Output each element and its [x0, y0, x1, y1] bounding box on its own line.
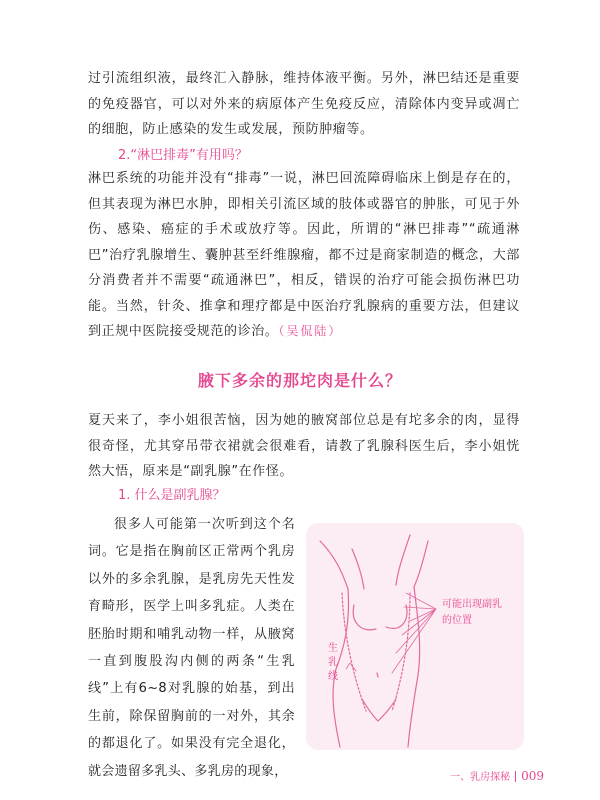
figure-label-right-1: 可能出现副乳 — [442, 599, 502, 610]
section-title: 腋下多余的那坨肉是什么？ — [197, 371, 402, 390]
subheading-accessory-breast: 1. 什么是副乳腺？ — [118, 488, 226, 503]
paragraph-accessory-breast: 很多人可能第一次听到这个名词。它是指在胸前区正常两个乳房以外的多余乳腺，是乳房先天性发育畸形，医学上叫多乳症。人类在胚胎时期和哺乳动物一样，从腋窝一直到腹股沟内侧的两条“生乳线”上有6~8对乳腺的始基，到出生前，除保留胸前的一对外，其余的都退化了。如果没有完全退化，就会遗留多乳头、多乳房的现象， — [88, 517, 295, 779]
right-arm-inner — [414, 541, 428, 587]
left-breast — [353, 605, 376, 630]
groin-outline — [362, 699, 396, 721]
left-arm-inner — [352, 549, 364, 589]
milk-line-pointer — [346, 663, 356, 671]
footer-divider — [515, 771, 516, 782]
right-arm-outline — [396, 535, 410, 585]
milk-line-left — [342, 593, 366, 711]
author-credit: （吴侃陆） — [278, 324, 343, 338]
figure-label-left-1: 生 — [328, 643, 338, 654]
torso-sketch — [306, 523, 524, 750]
figure-label-left-2: 乳 — [328, 657, 338, 668]
paragraph-lymph-function: 过引流组织液，最终汇入静脉，维持体液平衡。另外，淋巴结还是重要的免疫器官，可以对外来的病原体产生免疫反应，清除体内变异或凋亡的细胞，防止感染的发生或发展，预防肿瘤等。 — [88, 71, 520, 137]
pointer-lines — [392, 593, 436, 673]
torso-left-contour — [333, 589, 348, 747]
left-arm-outline — [320, 541, 348, 589]
footer-chapter: 一、乳房探秘 — [450, 772, 511, 783]
paragraph-intro-story: 夏天来了，李小姐很苦恼，因为她的腋窝部位总是有坨多余的肉，显得很奇怪，尤其穿吊带衣裙就会很难看，请教了乳腺科医生后，李小姐恍然大悟，原来是“副乳腺”在作怪。 — [88, 413, 520, 479]
subheading-lymph-detox: 2.“淋巴排毒”有用吗？ — [118, 148, 248, 163]
figure-label-right-2: 的位置 — [442, 615, 472, 626]
page-footer — [420, 768, 544, 783]
paragraph-lymph-detox — [88, 166, 520, 345]
figure-label-left-3: 线 — [328, 671, 338, 682]
page-number: 009 — [521, 769, 544, 783]
right-breast — [386, 605, 407, 628]
milk-line-illustration — [306, 523, 524, 750]
paragraph-lymph-detox-text: 淋巴系统的功能并没有“排毒”一说，淋巴回流障碍临床上倒是存在的，但其表现为淋巴水肿，即相关引流区域的肢体或器官的肿胀，可见于外伤、感染、癌症的手术或放疗等。因此，所谓的“淋巴排毒”“疏通淋巴”治疗乳腺增生、囊肿甚至纤维腺瘤，都不过是商家制造的概念，大部分消费者并不需要“疏通淋巴”，相反，错误的治疗可能会损伤淋巴功能。当然，针灸、推拿和理疗都是中医治疗乳腺病的重要方法，但建议到正规中医院接受规范的诊治。 — [88, 171, 520, 339]
navel — [377, 673, 378, 677]
